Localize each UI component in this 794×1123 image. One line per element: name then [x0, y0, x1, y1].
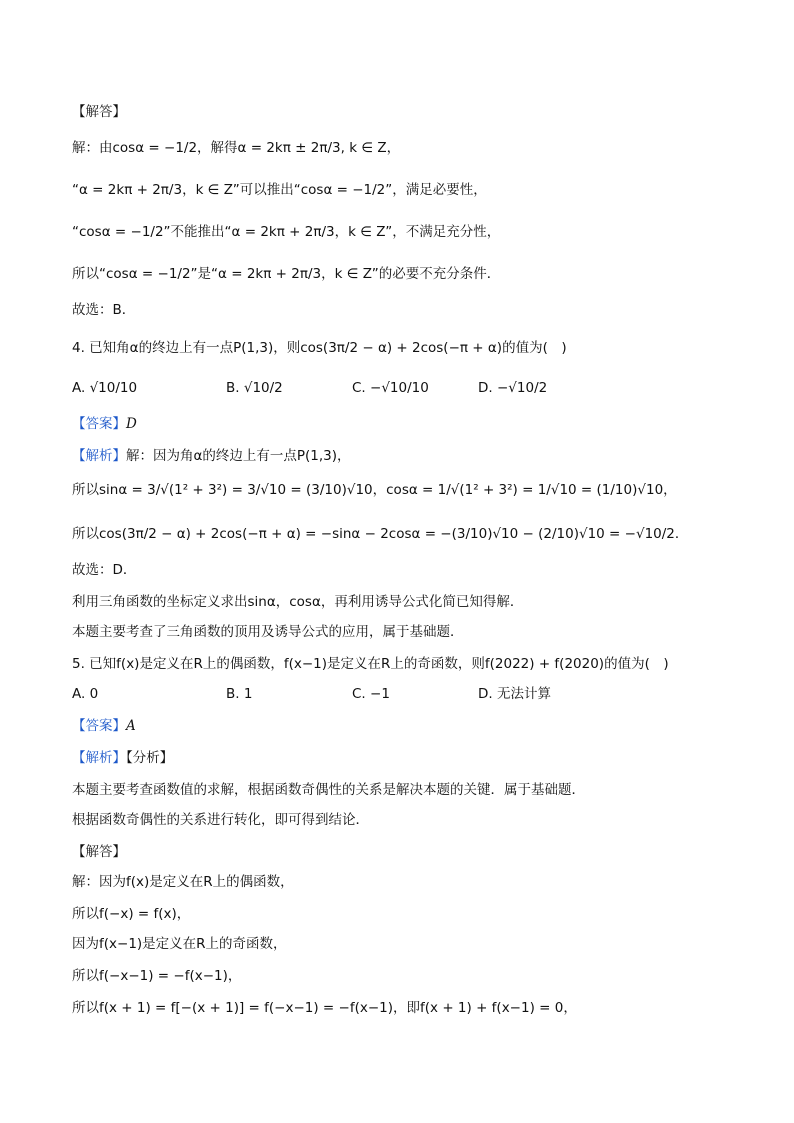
q4-option-a: A. √10/10 [72, 380, 138, 396]
q5-analysis-line-2: 根据函数奇偶性的关系进行转化，即可得到结论． [72, 812, 369, 828]
q4-analysis-line-2: 所以sinα = 3/√(1² + 3²) = 3/√10 = (3/10)√10，cosα = 1/√(1² + 3²) = 1/√10 = (1/10)√10， [72, 482, 677, 498]
analysis-tag: 【解析】 [72, 750, 126, 766]
q5-answer-line [72, 716, 136, 736]
q4-analysis-line-4: 故选：D． [72, 562, 137, 578]
solution-line-3: “cosα = −1/2”不能推出“α = 2kπ + 2π/3，k ∈ Z”，不满足充分性， [72, 224, 501, 240]
question-4-stem: 4. 已知角α的终边上有一点P(1,3)，则cos(3π/2 − α) + 2cos(−π + α)的值为( ) [72, 340, 567, 356]
solution-line-5: 故选：B． [72, 302, 136, 318]
question-5-stem: 5. 已知f(x)是定义在R上的偶函数，f(x−1)是定义在R上的奇函数，则f(2022) + f(2020)的值为( ) [72, 656, 669, 672]
q5-solution-heading: 【解答】 [72, 844, 126, 860]
q5-analysis-line-1: 本题主要考查函数值的求解，根据函数奇偶性的关系是解决本题的关键．属于基础题． [72, 782, 585, 798]
q4-analysis-line-5: 利用三角函数的坐标定义求出sinα，cosα，再利用诱导公式化简已知得解． [72, 594, 524, 610]
q5-answer-value: A [126, 718, 136, 734]
section-heading-solution: 【解答】 [72, 104, 126, 120]
q4-option-d: D. −√10/2 [478, 380, 548, 396]
q5-solution-line-2: 所以f(−x) = f(x)， [72, 906, 191, 922]
solution-line-1: 解：由cosα = −1/2，解得α = 2kπ ± 2π/3, k ∈ Z， [72, 140, 401, 156]
q5-option-d: D. 无法计算 [478, 686, 551, 702]
q5-solution-line-3: 因为f(x−1)是定义在R上的奇函数， [72, 936, 287, 952]
analysis-tag: 【解析】 [72, 448, 126, 464]
q4-analysis-line-1 [72, 446, 351, 466]
analysis-subheading: 【分析】 [126, 750, 174, 766]
q4-option-b: B. √10/2 [226, 380, 283, 396]
q5-analysis-heading [72, 748, 173, 768]
solution-line-4: 所以“cosα = −1/2”是“α = 2kπ + 2π/3，k ∈ Z”的必要不充分条件． [72, 266, 501, 282]
q5-option-a: A. 0 [72, 686, 99, 702]
q4-answer-value: D [126, 416, 137, 432]
q5-solution-line-1: 解：因为f(x)是定义在R上的偶函数， [72, 874, 294, 890]
q5-solution-line-4: 所以f(−x−1) = −f(x−1)， [72, 968, 242, 984]
q4-analysis-line-3: 所以cos(3π/2 − α) + 2cos(−π + α) = −sinα − 2cosα = −(3/10)√10 − (2/10)√10 = −√10/2． [72, 526, 689, 542]
q4-analysis-text-1: 解：因为角α的终边上有一点P(1,3)， [126, 448, 351, 464]
answer-tag: 【答案】 [72, 416, 126, 432]
answer-tag: 【答案】 [72, 718, 126, 734]
solution-line-2: “α = 2kπ + 2π/3，k ∈ Z”可以推出“cosα = −1/2”，满足必要性， [72, 182, 487, 198]
q4-analysis-line-6: 本题主要考查了三角函数的顶用及诱导公式的应用，属于基础题． [72, 624, 464, 640]
q5-option-c: C. −1 [352, 686, 390, 702]
q4-answer-line [72, 414, 137, 434]
q4-option-c: C. −√10/10 [352, 380, 429, 396]
q5-solution-line-5: 所以f(x + 1) = f[−(x + 1)] = f(−x−1) = −f(x−1)，即f(x + 1) + f(x−1) = 0， [72, 1000, 577, 1016]
q5-option-b: B. 1 [226, 686, 253, 702]
